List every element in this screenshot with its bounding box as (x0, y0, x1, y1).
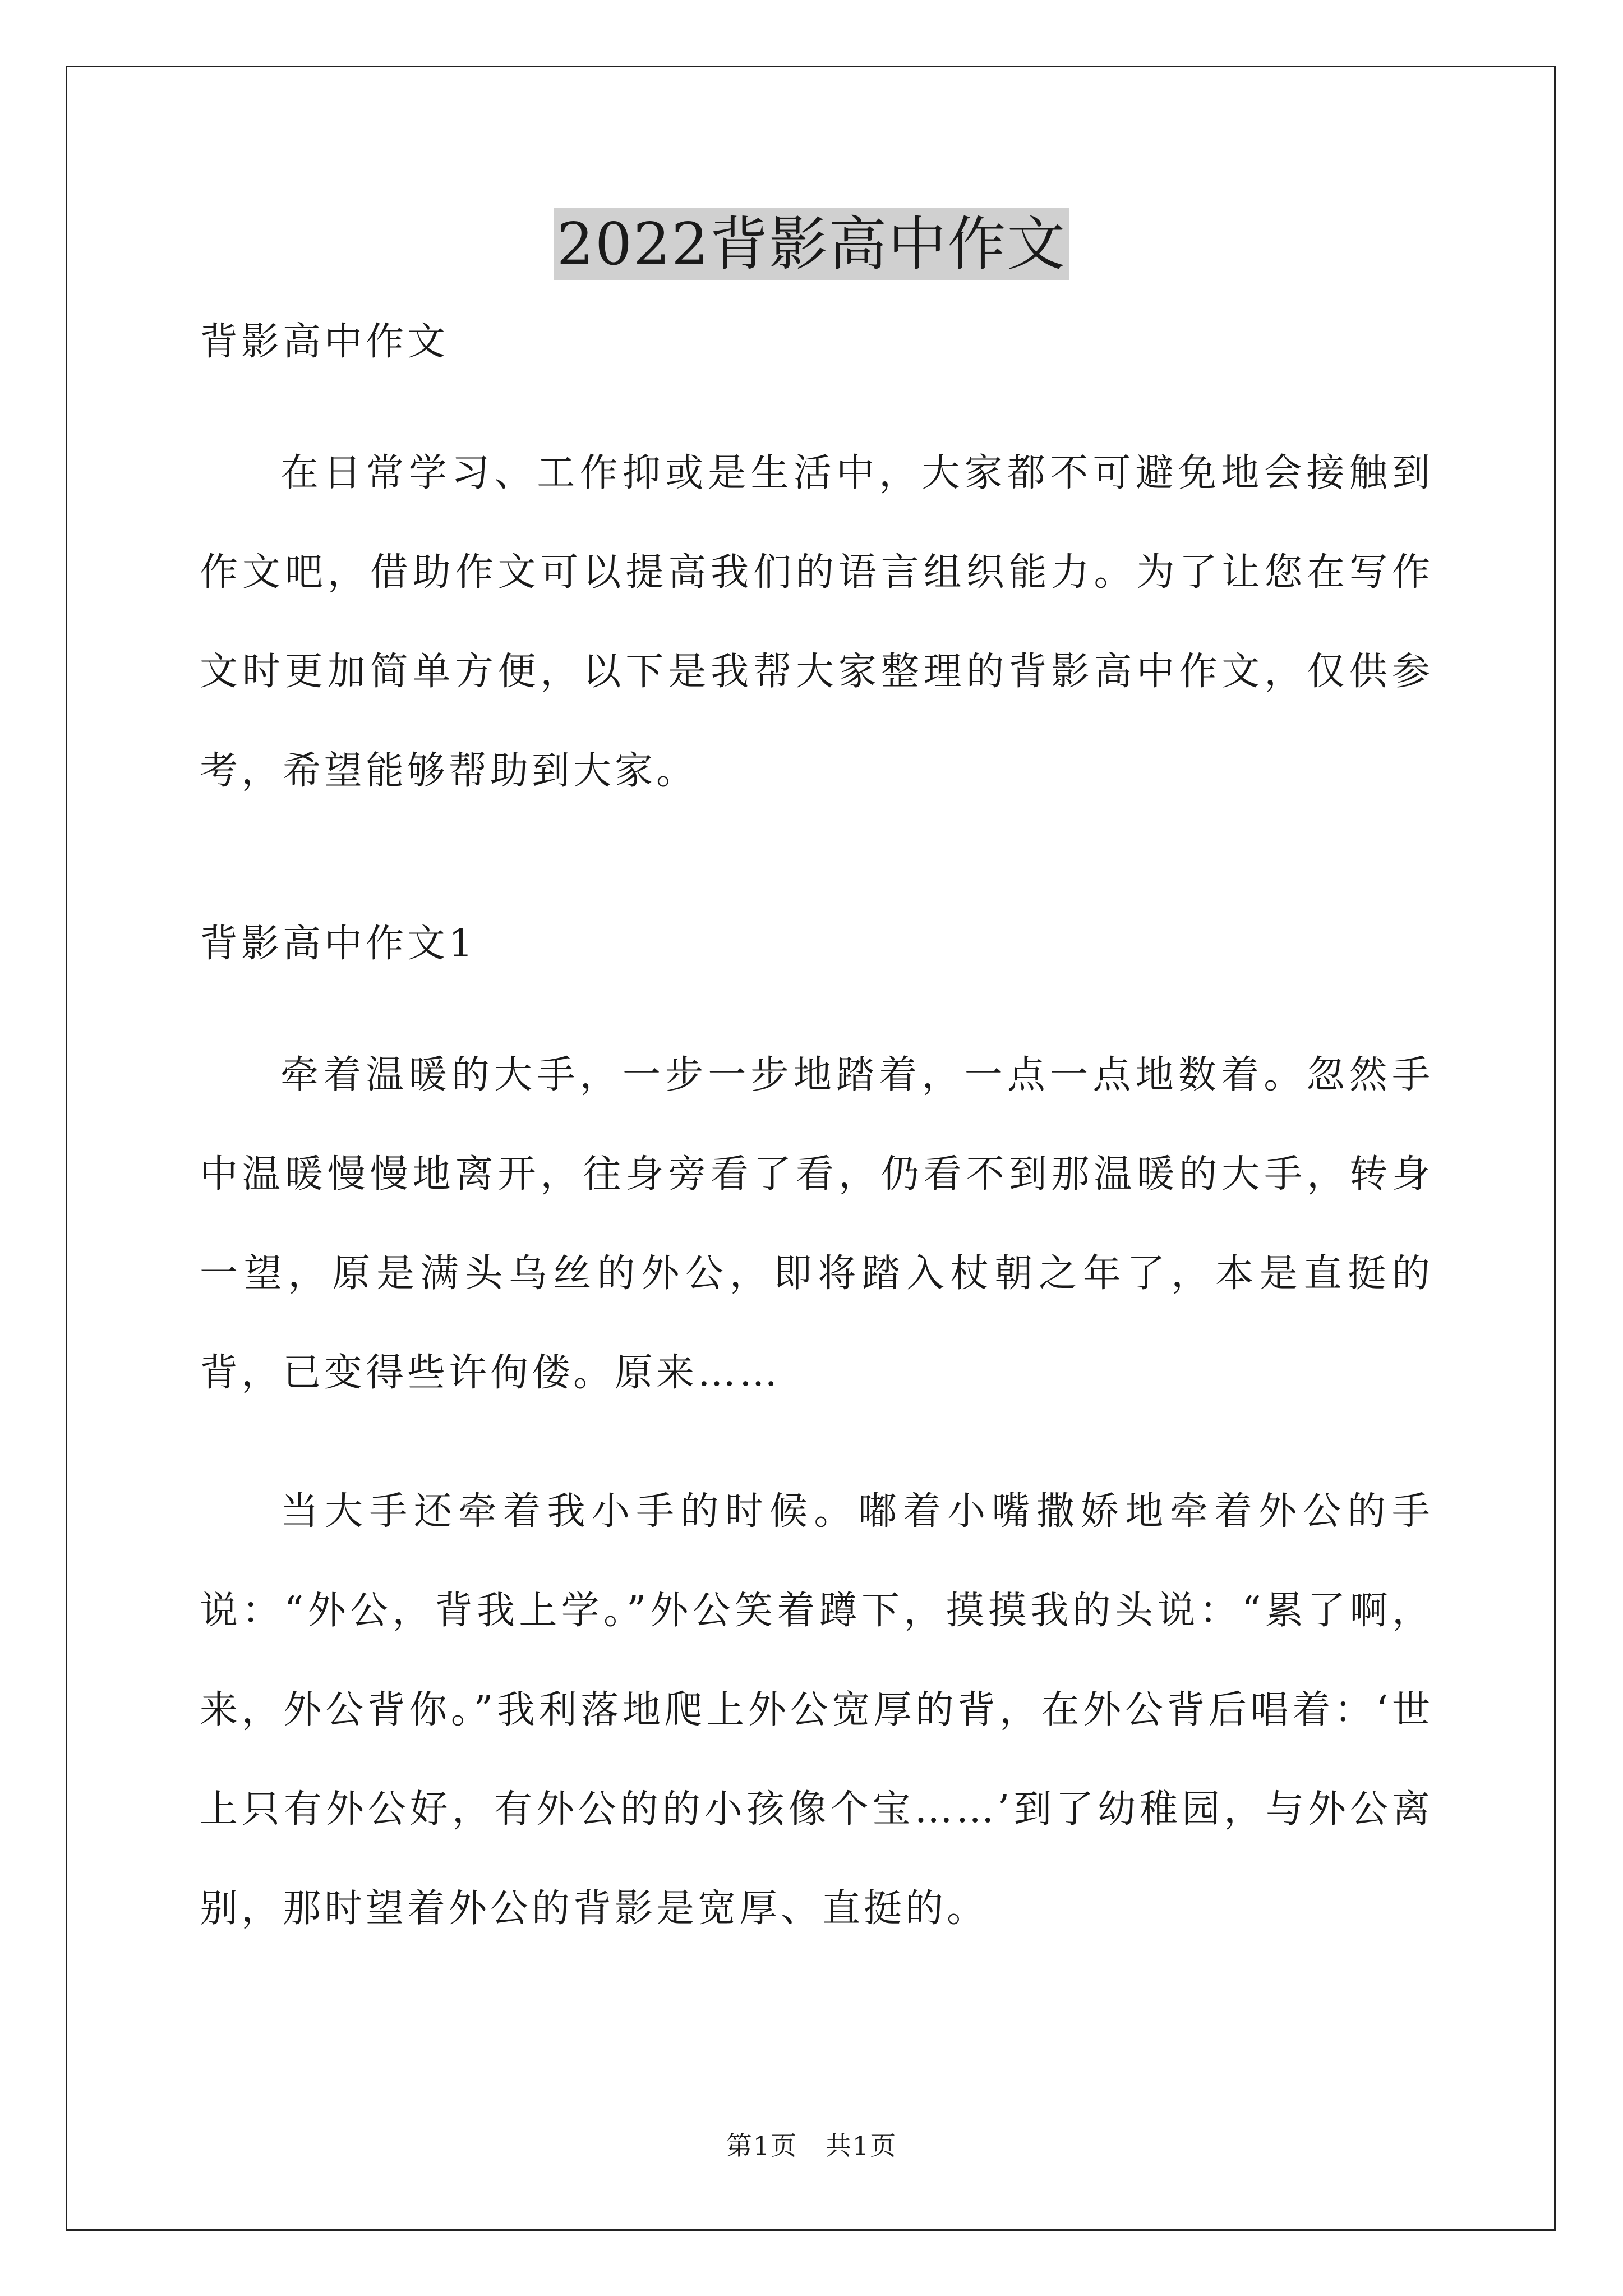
body-paragraph: 牵着温暖的大手，一步一步地踏着，一点一点地数着。忽然手中温暖慢慢地离开，往身旁看了看，仍看不到那温暖的大手，转身一望，原是满头乌丝的外公，即将踏入杖朝之年了，本是直挺的背，已变得些许佝偻。原来…… (200, 1053, 1433, 1395)
page-number: 第1页 共1页 (726, 2131, 897, 2161)
intro-paragraph: 在日常学习、工作抑或是生活中，大家都不可避免地会接触到作文吧，借助作文可以提高我们的语言组织能力。为了让您在写作文时更加简单方便，以下是我帮大家整理的背影高中作文，仅供参考，希望能够帮助到大家。 (200, 451, 1433, 793)
page-footer (0, 2129, 1623, 2162)
intro-heading: 背影高中作文 (200, 320, 449, 364)
section-heading: 背影高中作文1 (200, 922, 477, 966)
body-paragraph: 当大手还牵着我小手的时候。嘟着小嘴撒娇地牵着外公的手说：“外公，背我上学。”外公笑着蹲下，摸摸我的头说：“累了啊，来，外公背你。”我利落地爬上外公宽厚的背，在外公背后唱着：‘世上只有外公好，有外公的的小孩像个宝……’到了幼稚园，与外公离别，那时望着外公的背影是宽厚、直挺的。 (200, 1489, 1433, 1931)
title-container (0, 208, 1623, 280)
document-title: 2022背影高中作文 (554, 208, 1070, 280)
document-body (200, 314, 1433, 1958)
